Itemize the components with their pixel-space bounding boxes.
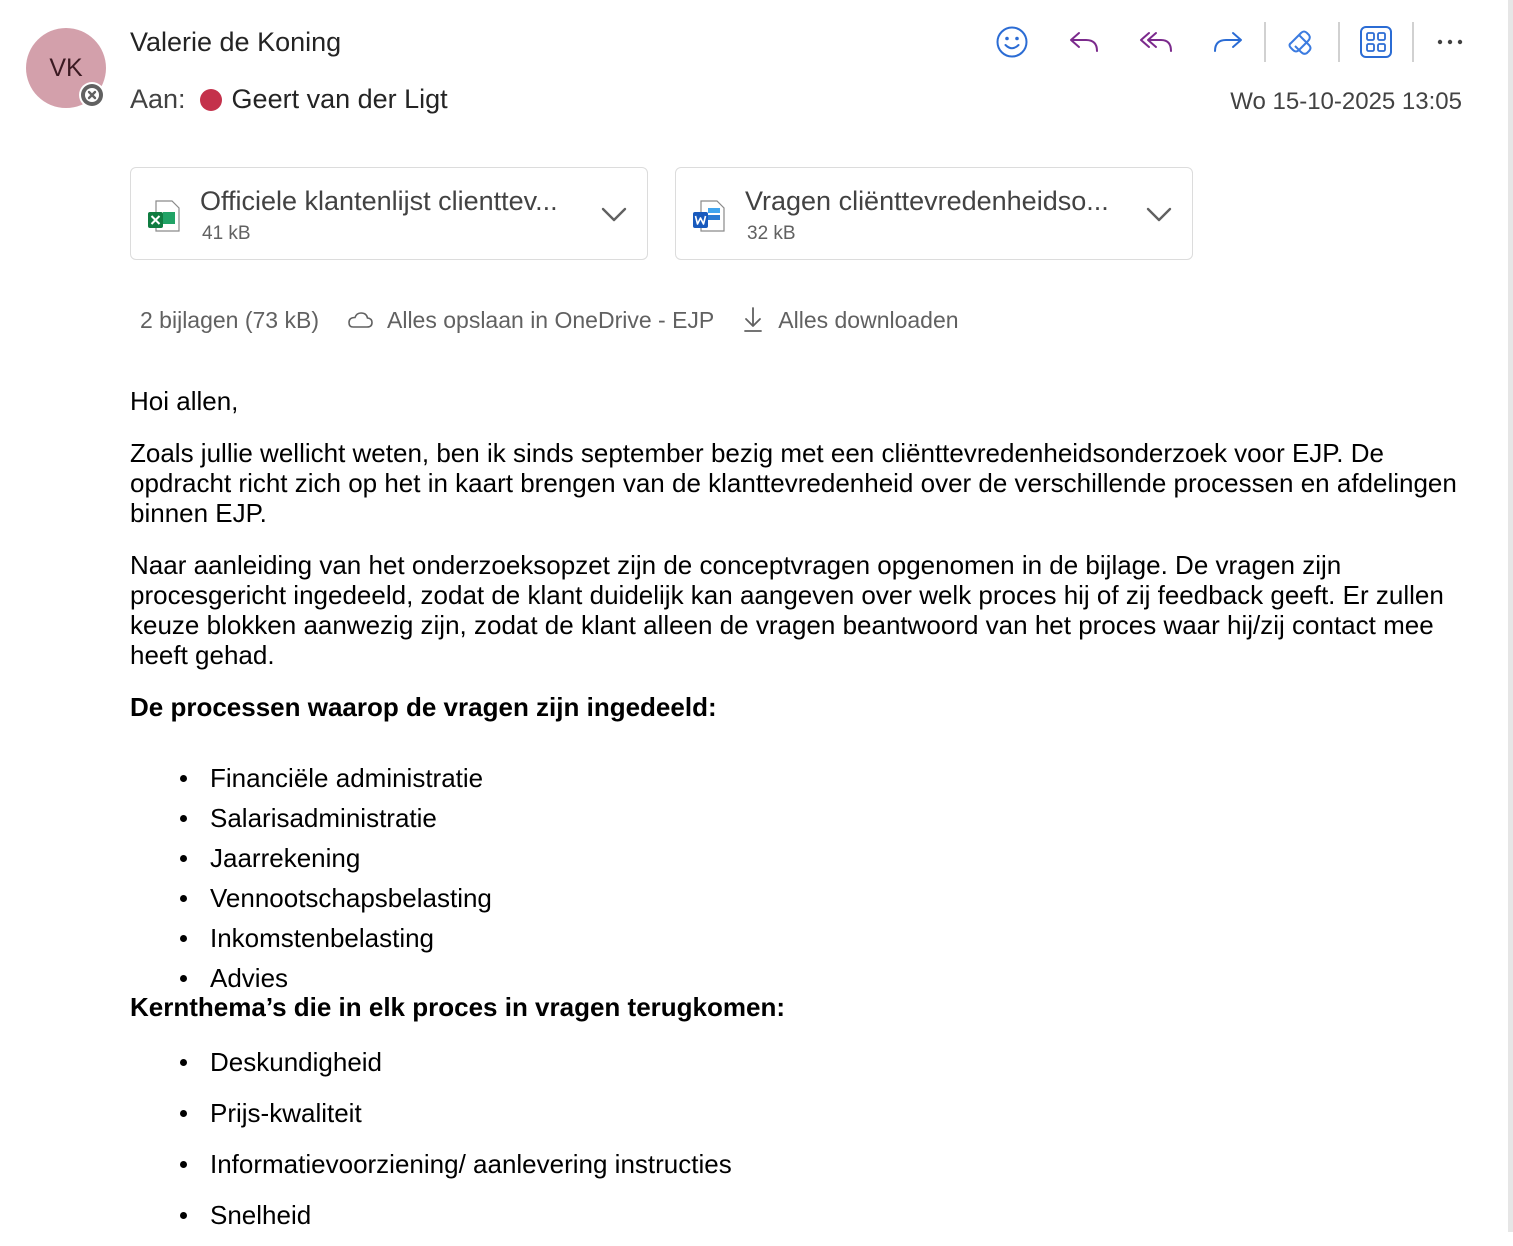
list-item: Deskundigheid bbox=[130, 1042, 1470, 1093]
attachment-count: 2 bijlagen (73 kB) bbox=[140, 306, 319, 333]
process-list bbox=[130, 758, 1470, 998]
apps-icon bbox=[1359, 25, 1393, 59]
download-all-label: Alles downloaden bbox=[778, 306, 959, 333]
copilot-button[interactable] bbox=[1280, 20, 1324, 64]
to-label: Aan: bbox=[130, 84, 186, 114]
reply-icon bbox=[1067, 25, 1101, 59]
toolbar-divider bbox=[1338, 22, 1340, 62]
list-item: Advies bbox=[130, 958, 1470, 998]
sent-date: Wo 15-10-2025 13:05 bbox=[1230, 88, 1462, 115]
download-all-button[interactable] bbox=[742, 306, 958, 334]
avatar-initials: VK bbox=[49, 53, 83, 82]
heading-themes: Kernthema’s die in elk proces in vragen terugkomen: bbox=[130, 992, 786, 1022]
list-item: Prijs-kwaliteit bbox=[130, 1093, 1470, 1144]
cloud-icon bbox=[347, 310, 373, 330]
attachment-name: Vragen cliënttevredenheidso... bbox=[745, 186, 1109, 216]
reaction-button[interactable] bbox=[990, 20, 1034, 64]
chevron-down-icon[interactable] bbox=[1144, 202, 1174, 226]
save-onedrive-button[interactable] bbox=[347, 307, 714, 334]
toolbar-divider bbox=[1264, 22, 1266, 62]
message-toolbar bbox=[990, 20, 1500, 64]
theme-list bbox=[130, 1042, 1470, 1246]
attachment-card-excel[interactable] bbox=[130, 167, 648, 260]
list-item: Snelheid bbox=[130, 1195, 1470, 1246]
paragraph-2: Naar aanleiding van het onderzoeksopzet zijn de conceptvragen opgenomen in de bijlage. De vragen zijn procesgericht ingedeeld, zodat de klant duidelijk kan aangeven over welk proces hij of zij feedback geeft. Er zullen keuze blokken aanwezig zijn, zodat de klant alleen de vragen beantwoord van het proces waar hij/zij contact mee heeft gehad. bbox=[130, 550, 1444, 670]
recipient-row bbox=[130, 84, 448, 115]
reply-all-button[interactable] bbox=[1134, 20, 1178, 64]
word-file-icon bbox=[691, 198, 727, 234]
greeting: Hoi allen, bbox=[130, 386, 239, 416]
apps-button[interactable] bbox=[1354, 20, 1398, 64]
recipient-status-dot bbox=[200, 89, 222, 111]
presence-blocked-icon bbox=[79, 82, 105, 108]
scrollbar-track[interactable] bbox=[1508, 0, 1513, 1232]
attachment-size: 32 kB bbox=[747, 223, 796, 244]
recipient-name[interactable]: Geert van der Ligt bbox=[231, 84, 448, 114]
sender-name[interactable]: Valerie de Koning bbox=[130, 27, 342, 57]
download-icon bbox=[742, 306, 764, 334]
more-actions-button[interactable] bbox=[1428, 20, 1472, 64]
heading-processes: De processen waarop de vragen zijn ingedeeld: bbox=[130, 692, 717, 722]
chevron-down-icon[interactable] bbox=[599, 202, 629, 226]
copilot-icon bbox=[1285, 25, 1319, 59]
forward-icon bbox=[1211, 25, 1245, 59]
more-icon bbox=[1433, 25, 1467, 59]
reply-button[interactable] bbox=[1062, 20, 1106, 64]
excel-file-icon bbox=[146, 198, 182, 234]
smiley-icon bbox=[995, 25, 1029, 59]
toolbar-divider bbox=[1412, 22, 1414, 62]
save-onedrive-label: Alles opslaan in OneDrive - EJP bbox=[387, 306, 715, 333]
message-body bbox=[130, 386, 1470, 1246]
attachment-card-word[interactable] bbox=[675, 167, 1193, 260]
list-item: Vennootschapsbelasting bbox=[130, 878, 1470, 918]
reply-all-icon bbox=[1139, 25, 1173, 59]
forward-button[interactable] bbox=[1206, 20, 1250, 64]
list-item: Financiële administratie bbox=[130, 758, 1470, 798]
list-item: Jaarrekening bbox=[130, 838, 1470, 878]
attachment-actions bbox=[140, 306, 987, 334]
list-item: Inkomstenbelasting bbox=[130, 918, 1470, 958]
paragraph-1: Zoals jullie wellicht weten, ben ik sinds september bezig met een cliënttevredenheidsonderzoek voor EJP. De opdracht richt zich op het in kaart brengen van de klanttevredenheid over de verschillende processen en afdelingen binnen EJP. bbox=[130, 438, 1457, 528]
attachment-size: 41 kB bbox=[202, 223, 251, 244]
list-item: Salarisadministratie bbox=[130, 798, 1470, 838]
attachment-name: Officiele klantenlijst clienttev... bbox=[200, 186, 558, 216]
list-item: Informatievoorziening/ aanlevering instructies bbox=[130, 1144, 1470, 1195]
